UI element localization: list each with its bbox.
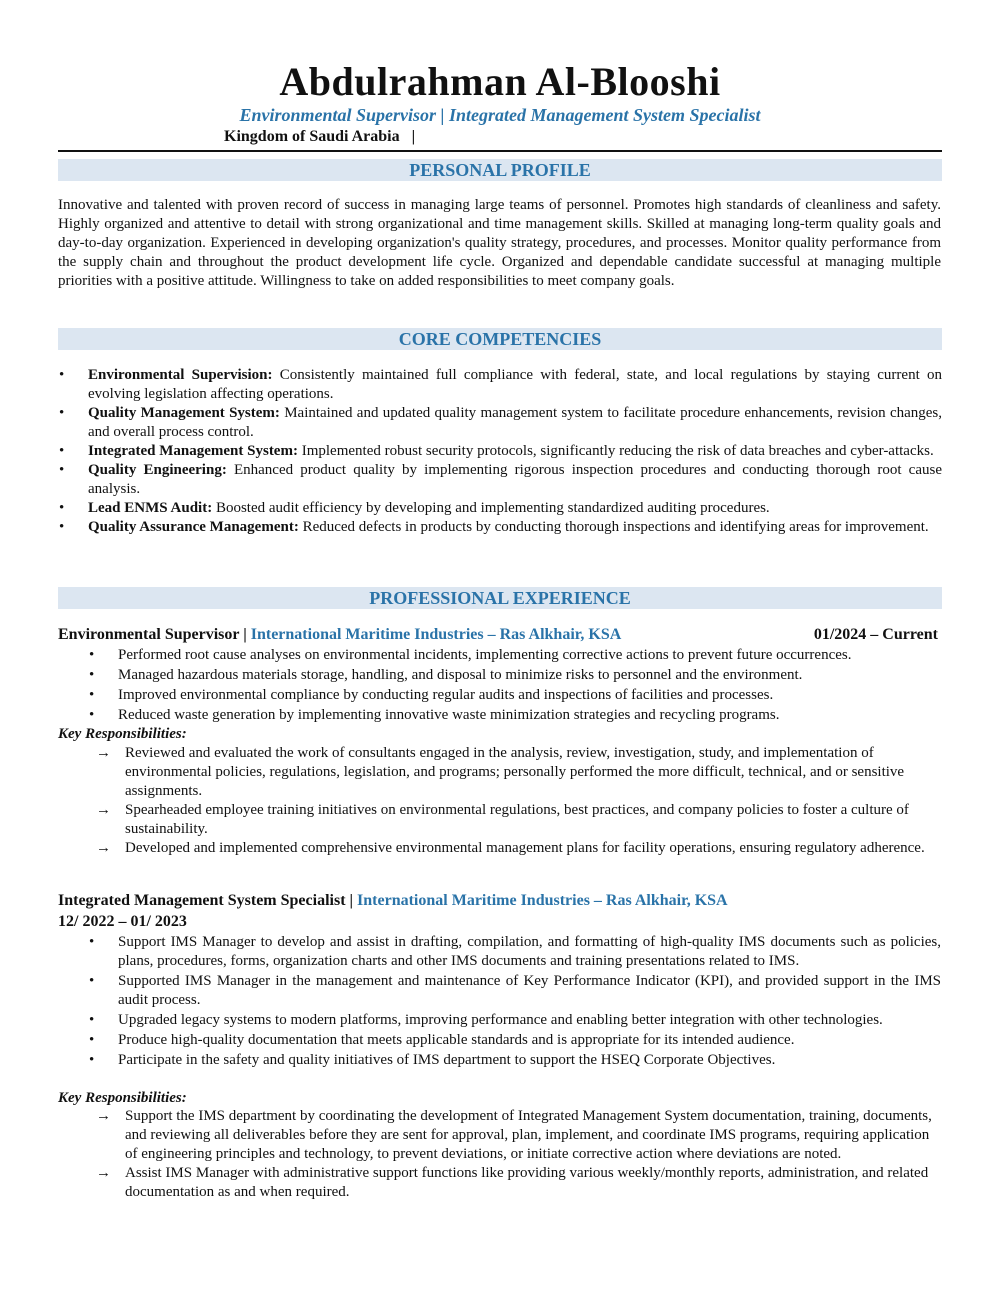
competency-list [58,366,942,537]
list-item [88,706,941,725]
list-item [88,1031,941,1050]
competency-text: Boosted audit efficiency by developing and implementing standardized auditing procedures. [212,500,770,516]
bullet-text: Improved environmental compliance by conducting regular audits and inspections of facilities and processes. [118,687,774,703]
bullet-text: Participate in the safety and quality initiatives of IMS department to support the HSEQ Corporate Objectives. [118,1052,776,1068]
competency-text: Enhanced product quality by implementing rigorous inspection procedures and conducting thorough root cause analysis. [88,462,942,497]
job-separator: | [239,626,251,643]
bullet-text: Supported IMS Manager in the management and maintenance of Key Performance Indicator (KPI), and provided support in the IMS audit process. [118,973,941,1008]
bullet-icon: • [59,367,65,383]
bullet-icon: • [89,1012,95,1028]
list-item [88,972,941,1010]
responsibility-text: Support the IMS department by coordinating the development of Integrated Management System documentation, training, documents, and reviewing all deliverables before they are sent for approval, plan, implement, and coordinate IMS programs, requiring application of engineering principles and technology, to prevent deviations, or initiate corrective action where deviations are noted. [125,1108,932,1162]
job-company: International Maritime Industries – Ras Alkhair, KSA [250,626,622,643]
arrow-right-icon: → [96,840,111,856]
competency-title: Quality Assurance Management: [88,519,299,535]
job-bullets [88,933,941,1070]
key-responsibilities-list [96,1107,938,1202]
bullet-icon: • [89,707,95,723]
bullet-icon: • [89,1032,95,1048]
bullet-icon: • [59,405,65,421]
competency-title: Integrated Management System: [88,443,298,459]
bullet-icon: • [89,973,95,989]
competency-title: Quality Management System: [88,405,280,421]
arrow-right-icon: → [96,1108,111,1124]
list-item [58,461,942,499]
job-role: Integrated Management System Specialist [58,892,346,909]
list-item [96,744,938,801]
section-heading-competencies: CORE COMPETENCIES [58,328,942,350]
key-responsibilities-list [96,744,938,858]
competency-title: Lead ENMS Audit: [88,500,213,516]
list-item [88,933,941,971]
responsibility-text: Developed and implemented comprehensive environmental management plans for facility operations, ensuring regulatory adherence. [125,840,925,856]
list-item [88,646,941,665]
bullet-text: Managed hazardous materials storage, handling, and disposal to minimize risks to personnel and the environment. [118,667,803,683]
bullet-icon: • [59,443,65,459]
arrow-right-icon: → [96,802,111,818]
responsibility-text: Assist IMS Manager with administrative support functions like providing various weekly/monthly reports, administration, and related documentation as and when required. [125,1165,929,1200]
job-dates: 01/2024 – Current [813,626,938,643]
list-item [88,1011,941,1030]
section-heading-profile: PERSONAL PROFILE [58,159,942,181]
list-item [96,839,938,858]
bullet-icon: • [59,500,65,516]
key-responsibilities-label: Key Responsibilities: [58,726,187,742]
bullet-text: Upgraded legacy systems to modern platforms, improving performance and enabling better integration with other technologies. [118,1012,883,1028]
competency-text: Maintained and updated quality management system to facilitate procedure enhancements, revision changes, and overall process control. [88,405,943,440]
job-title-line [58,625,621,645]
list-item [58,442,942,461]
competency-text: Reduced defects in products by conducting thorough inspections and identifying areas for improvement. [298,519,929,535]
list-item [58,518,942,537]
list-item [96,1164,938,1202]
responsibility-text: Reviewed and evaluated the work of consultants engaged in the analysis, review, investigation, study, and implementation of environmental policies, regulations, legislation, and programs; personally performed the more difficult, technical, and or sensitive assignments. [125,745,905,799]
job-role: Environmental Supervisor [58,626,240,643]
competency-text: Implemented robust security protocols, significantly reducing the risk of data breaches and cyber-attacks. [297,443,934,459]
profile-text: Innovative and talented with proven record of success in managing large teams of personnel. Promotes high standards of cleanliness and safety. Highly organized and attentive to detail with strong organizational and time management skills. Skilled at managing long-term quality goals and day-to-day organization. Experienced in developing organization's quality strategy, procedures, and processes. Monitor quality performance from the supply chain and throughout the product development life cycle. Organized and dependable candidate successful at managing multiple priorities with a positive attitude. Willingness to take on added responsibilities to meet company goals. [58,197,941,289]
list-item [96,801,938,839]
competency-title: Quality Engineering: [88,462,227,478]
arrow-right-icon: → [96,745,111,761]
job-bullets [88,646,941,725]
bullet-icon: • [89,647,95,663]
responsibility-text: Spearheaded employee training initiatives on environmental regulations, best practices, and company policies to foster a culture of sustainability. [125,802,909,837]
section-heading-experience: PROFESSIONAL EXPERIENCE [58,587,942,609]
list-item [88,1051,941,1070]
competency-text: Consistently maintained full compliance with federal, state, and local regulations by staying current on evolving legislation affecting operations. [88,367,942,402]
list-item [58,499,942,518]
bullet-icon: • [89,1052,95,1068]
job-company: International Maritime Industries – Ras Alkhair, KSA [357,892,728,909]
bullet-text: Performed root cause analyses on environmental incidents, implementing corrective actions to prevent future occurrences. [118,647,852,663]
job-separator: | [345,892,358,909]
header-divider [58,150,942,152]
list-item [96,1107,938,1164]
arrow-right-icon: → [96,1165,111,1181]
bullet-text: Reduced waste generation by implementing innovative waste minimization strategies and recycling programs. [118,707,780,723]
bullet-icon: • [59,462,65,478]
bullet-text: Produce high-quality documentation that meets applicable standards and is appropriate for its intended audience. [118,1032,795,1048]
list-item [58,366,942,404]
location: Kingdom of Saudi Arabia | [224,128,416,145]
bullet-icon: • [89,934,95,950]
list-item [88,666,941,685]
bullet-icon: • [89,687,95,703]
bullet-icon: • [59,519,65,535]
candidate-name: Abdulrahman Al-Blooshi [279,59,721,104]
key-responsibilities-label: Key Responsibilities: [58,1090,187,1106]
job-dates: 12/ 2022 – 01/ 2023 [58,913,187,930]
list-item [58,404,942,442]
bullet-icon: • [89,667,95,683]
bullet-text: Support IMS Manager to develop and assist in drafting, compilation, and formatting of high-quality IMS documents such as policies, plans, procedures, forms, organization charts and other IMS documents and training presentations related to IMS. [118,934,941,969]
job-title-line [58,891,728,911]
job-titles: Environmental Supervisor | Integrated Management System Specialist [239,105,761,125]
competency-title: Environmental Supervision: [88,367,273,383]
list-item [88,686,941,705]
